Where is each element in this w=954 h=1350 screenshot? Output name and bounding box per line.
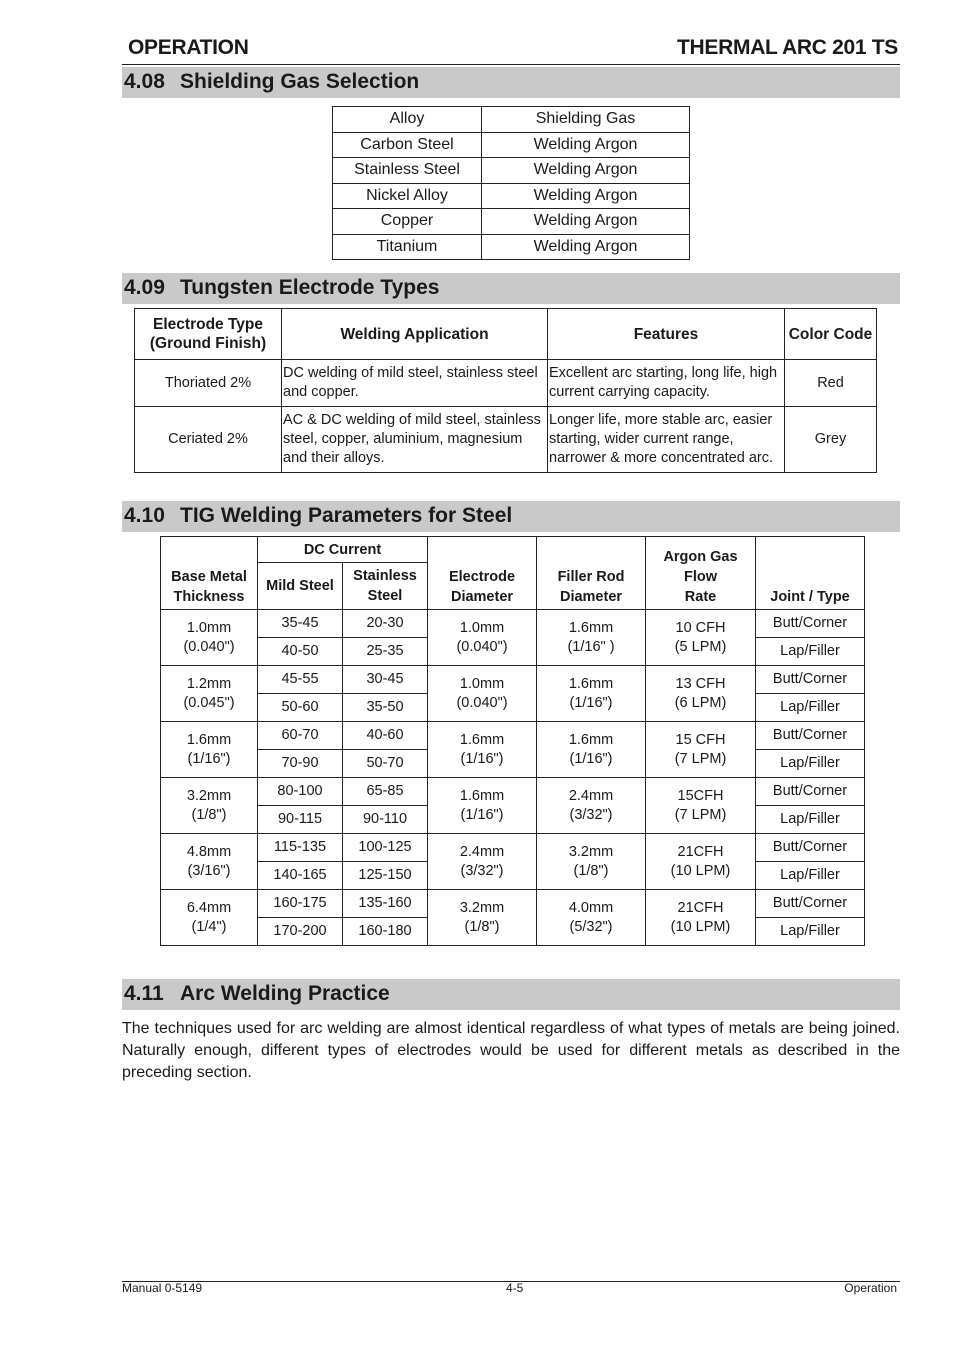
filler-rod-diameter-cell — [537, 610, 646, 666]
table-row — [161, 610, 865, 638]
electrode-type-cell: Ceriated 2% — [135, 407, 282, 473]
stainless-steel-current-cell: 125-150 — [343, 862, 428, 890]
cell-line: (10 LPM) — [670, 862, 731, 879]
cell-line: 6.4mm — [186, 899, 232, 916]
filler-rod-diameter-cell — [537, 890, 646, 946]
cell-line: (3/16") — [187, 862, 231, 879]
section-number: 4.10 — [124, 504, 165, 527]
joint-type-cell: Butt/Corner — [756, 890, 865, 918]
color-code-cell: Red — [785, 360, 877, 407]
section-heading-4-10 — [122, 501, 900, 532]
joint-type-cell: Lap/Filler — [756, 694, 865, 722]
stainless-steel-current-cell: 50-70 — [343, 750, 428, 778]
cell-line: (1/16") — [569, 750, 613, 767]
filler-rod-diameter-cell — [537, 722, 646, 778]
header-section-name: OPERATION — [128, 36, 249, 59]
cell-line: (1/16") — [460, 750, 504, 767]
cell-line: (1/16") — [187, 750, 231, 767]
cell-line: 15 CFH — [675, 731, 726, 748]
table-row — [161, 666, 865, 694]
header-cell: Alloy — [333, 107, 482, 133]
header-cell-dc-current: DC Current — [258, 537, 428, 563]
features-cell: Excellent arc starting, long life, high current carrying capacity. — [548, 360, 785, 407]
application-cell: DC welding of mild steel, stainless steel and copper. — [282, 360, 548, 407]
stainless-steel-current-cell: 90-110 — [343, 806, 428, 834]
thickness-cell — [161, 610, 258, 666]
header-line: Steel — [367, 588, 403, 604]
filler-rod-diameter-cell — [537, 666, 646, 722]
table-header-row — [135, 309, 877, 360]
section-title: TIG Welding Parameters for Steel — [180, 504, 513, 527]
gas-flow-cell — [646, 666, 756, 722]
alloy-cell: Copper — [333, 209, 482, 235]
tig-parameters-table — [160, 536, 865, 946]
mild-steel-current-cell: 80-100 — [258, 778, 343, 806]
header-line: (Ground Finish) — [149, 335, 267, 352]
gas-flow-cell — [646, 834, 756, 890]
header-cell-joint-type: Joint / Type — [756, 537, 865, 610]
joint-type-cell: Butt/Corner — [756, 778, 865, 806]
header-cell: Features — [548, 309, 785, 360]
header-product-name: THERMAL ARC 201 TS — [677, 36, 898, 59]
cell-line: (0.040") — [456, 638, 508, 655]
header-rule — [122, 64, 900, 65]
gas-cell: Welding Argon — [482, 132, 690, 158]
header-cell-gas-flow — [646, 537, 756, 610]
cell-line: 1.6mm — [459, 787, 505, 804]
mild-steel-current-cell: 50-60 — [258, 694, 343, 722]
alloy-cell: Nickel Alloy — [333, 183, 482, 209]
section-title: Tungsten Electrode Types — [180, 276, 440, 299]
gas-cell: Welding Argon — [482, 234, 690, 260]
cell-line: (1/8") — [464, 918, 500, 935]
cell-line: 1.6mm — [568, 675, 614, 692]
gas-flow-cell — [646, 890, 756, 946]
features-cell: Longer life, more stable arc, easier starting, wider current range, narrower & more concentrated arc. — [548, 407, 785, 473]
cell-line: (1/16") — [569, 694, 613, 711]
thickness-cell — [161, 890, 258, 946]
table-row — [333, 209, 690, 235]
alloy-cell: Titanium — [333, 234, 482, 260]
page-header — [122, 36, 900, 64]
cell-line: 13 CFH — [675, 675, 726, 692]
stainless-steel-current-cell: 65-85 — [343, 778, 428, 806]
gas-cell: Welding Argon — [482, 209, 690, 235]
header-line: Base Metal — [171, 569, 247, 585]
cell-line: 1.0mm — [459, 619, 505, 636]
table-row — [161, 890, 865, 918]
table-row — [333, 158, 690, 184]
stainless-steel-current-cell: 20-30 — [343, 610, 428, 638]
cell-line: 3.2mm — [459, 899, 505, 916]
header-line: Rate — [684, 589, 717, 605]
cell-line: 1.0mm — [186, 619, 232, 636]
cell-line: 1.0mm — [459, 675, 505, 692]
stainless-steel-current-cell: 40-60 — [343, 722, 428, 750]
cell-line: (1/4") — [191, 918, 227, 935]
cell-line: 1.6mm — [186, 731, 232, 748]
header-line: Thickness — [173, 589, 245, 605]
cell-line: 15CFH — [677, 787, 724, 804]
table-row — [135, 360, 877, 407]
mild-steel-current-cell: 170-200 — [258, 918, 343, 946]
table-row — [161, 834, 865, 862]
header-cell-thickness — [161, 537, 258, 610]
header-line: Stainless — [353, 568, 417, 584]
section-heading-4-09 — [122, 273, 900, 304]
cell-line: (1/8") — [573, 862, 609, 879]
joint-type-cell: Lap/Filler — [756, 918, 865, 946]
header-cell-filler-rod — [537, 537, 646, 610]
electrode-diameter-cell — [428, 834, 537, 890]
filler-rod-diameter-cell — [537, 834, 646, 890]
thickness-cell — [161, 834, 258, 890]
gas-cell: Welding Argon — [482, 183, 690, 209]
gas-flow-cell — [646, 778, 756, 834]
header-line: Electrode — [448, 569, 516, 585]
cell-line: (10 LPM) — [670, 918, 731, 935]
application-cell: AC & DC welding of mild steel, stainless steel, copper, aluminium, magnesium and their alloys. — [282, 407, 548, 473]
joint-type-cell: Lap/Filler — [756, 638, 865, 666]
joint-type-cell: Lap/Filler — [756, 862, 865, 890]
stainless-steel-current-cell: 100-125 — [343, 834, 428, 862]
mild-steel-current-cell: 90-115 — [258, 806, 343, 834]
section-number: 4.09 — [124, 276, 165, 299]
cell-line: 3.2mm — [186, 787, 232, 804]
stainless-steel-current-cell: 30-45 — [343, 666, 428, 694]
gas-cell: Welding Argon — [482, 158, 690, 184]
mild-steel-current-cell: 35-45 — [258, 610, 343, 638]
stainless-steel-current-cell: 135-160 — [343, 890, 428, 918]
stainless-steel-current-cell: 35-50 — [343, 694, 428, 722]
cell-line: 4.8mm — [186, 843, 232, 860]
table-row — [333, 234, 690, 260]
header-line: Filler Rod — [557, 569, 625, 585]
joint-type-cell: Butt/Corner — [756, 610, 865, 638]
joint-type-cell: Lap/Filler — [756, 806, 865, 834]
cell-line: (1/16") — [460, 806, 504, 823]
cell-line: 21CFH — [677, 843, 724, 860]
mild-steel-current-cell: 70-90 — [258, 750, 343, 778]
header-line: Diameter — [559, 589, 623, 605]
cell-line: 1.6mm — [568, 731, 614, 748]
color-code-cell: Grey — [785, 407, 877, 473]
table-row — [161, 722, 865, 750]
table-header-row — [333, 107, 690, 133]
mild-steel-current-cell: 45-55 — [258, 666, 343, 694]
cell-line: (3/32") — [569, 806, 613, 823]
footer-page-number: 4-5 — [506, 1281, 524, 1295]
electrode-diameter-cell — [428, 722, 537, 778]
header-cell: Color Code — [785, 309, 877, 360]
joint-type-cell: Lap/Filler — [756, 750, 865, 778]
section-heading-4-11 — [122, 979, 900, 1010]
cell-line: (7 LPM) — [674, 750, 727, 767]
header-cell-electrode-type — [135, 309, 282, 360]
header-line: Electrode Type — [153, 316, 263, 333]
cell-line: (5 LPM) — [674, 638, 727, 655]
table-row — [135, 407, 877, 473]
section-title: Shielding Gas Selection — [180, 70, 420, 93]
cell-line: (3/32") — [460, 862, 504, 879]
cell-line: (1/16" ) — [567, 638, 615, 655]
table-header-row — [161, 537, 865, 563]
header-line: Diameter — [450, 589, 514, 605]
joint-type-cell: Butt/Corner — [756, 666, 865, 694]
mild-steel-current-cell: 115-135 — [258, 834, 343, 862]
cell-line: 2.4mm — [568, 787, 614, 804]
thickness-cell — [161, 722, 258, 778]
header-cell: Shielding Gas — [482, 107, 690, 133]
cell-line: (1/8") — [191, 806, 227, 823]
cell-line: (7 LPM) — [674, 806, 727, 823]
mild-steel-current-cell: 60-70 — [258, 722, 343, 750]
cell-line: 3.2mm — [568, 843, 614, 860]
electrode-diameter-cell — [428, 610, 537, 666]
mild-steel-current-cell: 40-50 — [258, 638, 343, 666]
section-title: Arc Welding Practice — [180, 982, 390, 1005]
header-cell-electrode — [428, 537, 537, 610]
cell-line: 4.0mm — [568, 899, 614, 916]
alloy-cell: Stainless Steel — [333, 158, 482, 184]
header-cell-stainless-steel — [343, 563, 428, 610]
cell-line: (0.040") — [183, 638, 235, 655]
filler-rod-diameter-cell — [537, 778, 646, 834]
electrode-diameter-cell — [428, 890, 537, 946]
mild-steel-current-cell: 160-175 — [258, 890, 343, 918]
cell-line: 1.6mm — [568, 619, 614, 636]
stainless-steel-current-cell: 25-35 — [343, 638, 428, 666]
mild-steel-current-cell: 140-165 — [258, 862, 343, 890]
cell-line: (0.040") — [456, 694, 508, 711]
electrode-diameter-cell — [428, 778, 537, 834]
joint-type-cell: Butt/Corner — [756, 834, 865, 862]
joint-type-cell: Butt/Corner — [756, 722, 865, 750]
cell-line: (6 LPM) — [674, 694, 727, 711]
thickness-cell — [161, 666, 258, 722]
thickness-cell — [161, 778, 258, 834]
gas-flow-cell — [646, 722, 756, 778]
arc-welding-paragraph: The techniques used for arc welding are almost identical regardless of what types of metals are being joined. Naturally enough, different types of electrodes would be used for different metals as described in the preceding section. — [122, 1020, 900, 1081]
cell-line: (5/32") — [569, 918, 613, 935]
tungsten-electrode-table — [134, 308, 877, 473]
section-heading-4-08 — [122, 67, 900, 98]
header-cell-mild-steel: Mild Steel — [258, 563, 343, 610]
cell-line: 10 CFH — [675, 619, 726, 636]
stainless-steel-current-cell: 160-180 — [343, 918, 428, 946]
cell-line: 21CFH — [677, 899, 724, 916]
header-line: Argon Gas Flow — [663, 549, 738, 585]
table-row — [161, 778, 865, 806]
cell-line: 1.2mm — [186, 675, 232, 692]
footer-manual-number: Manual 0-5149 — [122, 1281, 203, 1295]
table-row — [333, 183, 690, 209]
alloy-cell: Carbon Steel — [333, 132, 482, 158]
cell-line: 2.4mm — [459, 843, 505, 860]
gas-flow-cell — [646, 610, 756, 666]
section-number: 4.11 — [124, 982, 164, 1005]
shielding-gas-table — [332, 106, 690, 260]
cell-line: (0.045") — [183, 694, 235, 711]
footer-section-name: Operation — [844, 1281, 897, 1295]
cell-line: 1.6mm — [459, 731, 505, 748]
section-number: 4.08 — [124, 70, 165, 93]
table-row — [333, 132, 690, 158]
header-cell: Welding Application — [282, 309, 548, 360]
electrode-type-cell: Thoriated 2% — [135, 360, 282, 407]
electrode-diameter-cell — [428, 666, 537, 722]
